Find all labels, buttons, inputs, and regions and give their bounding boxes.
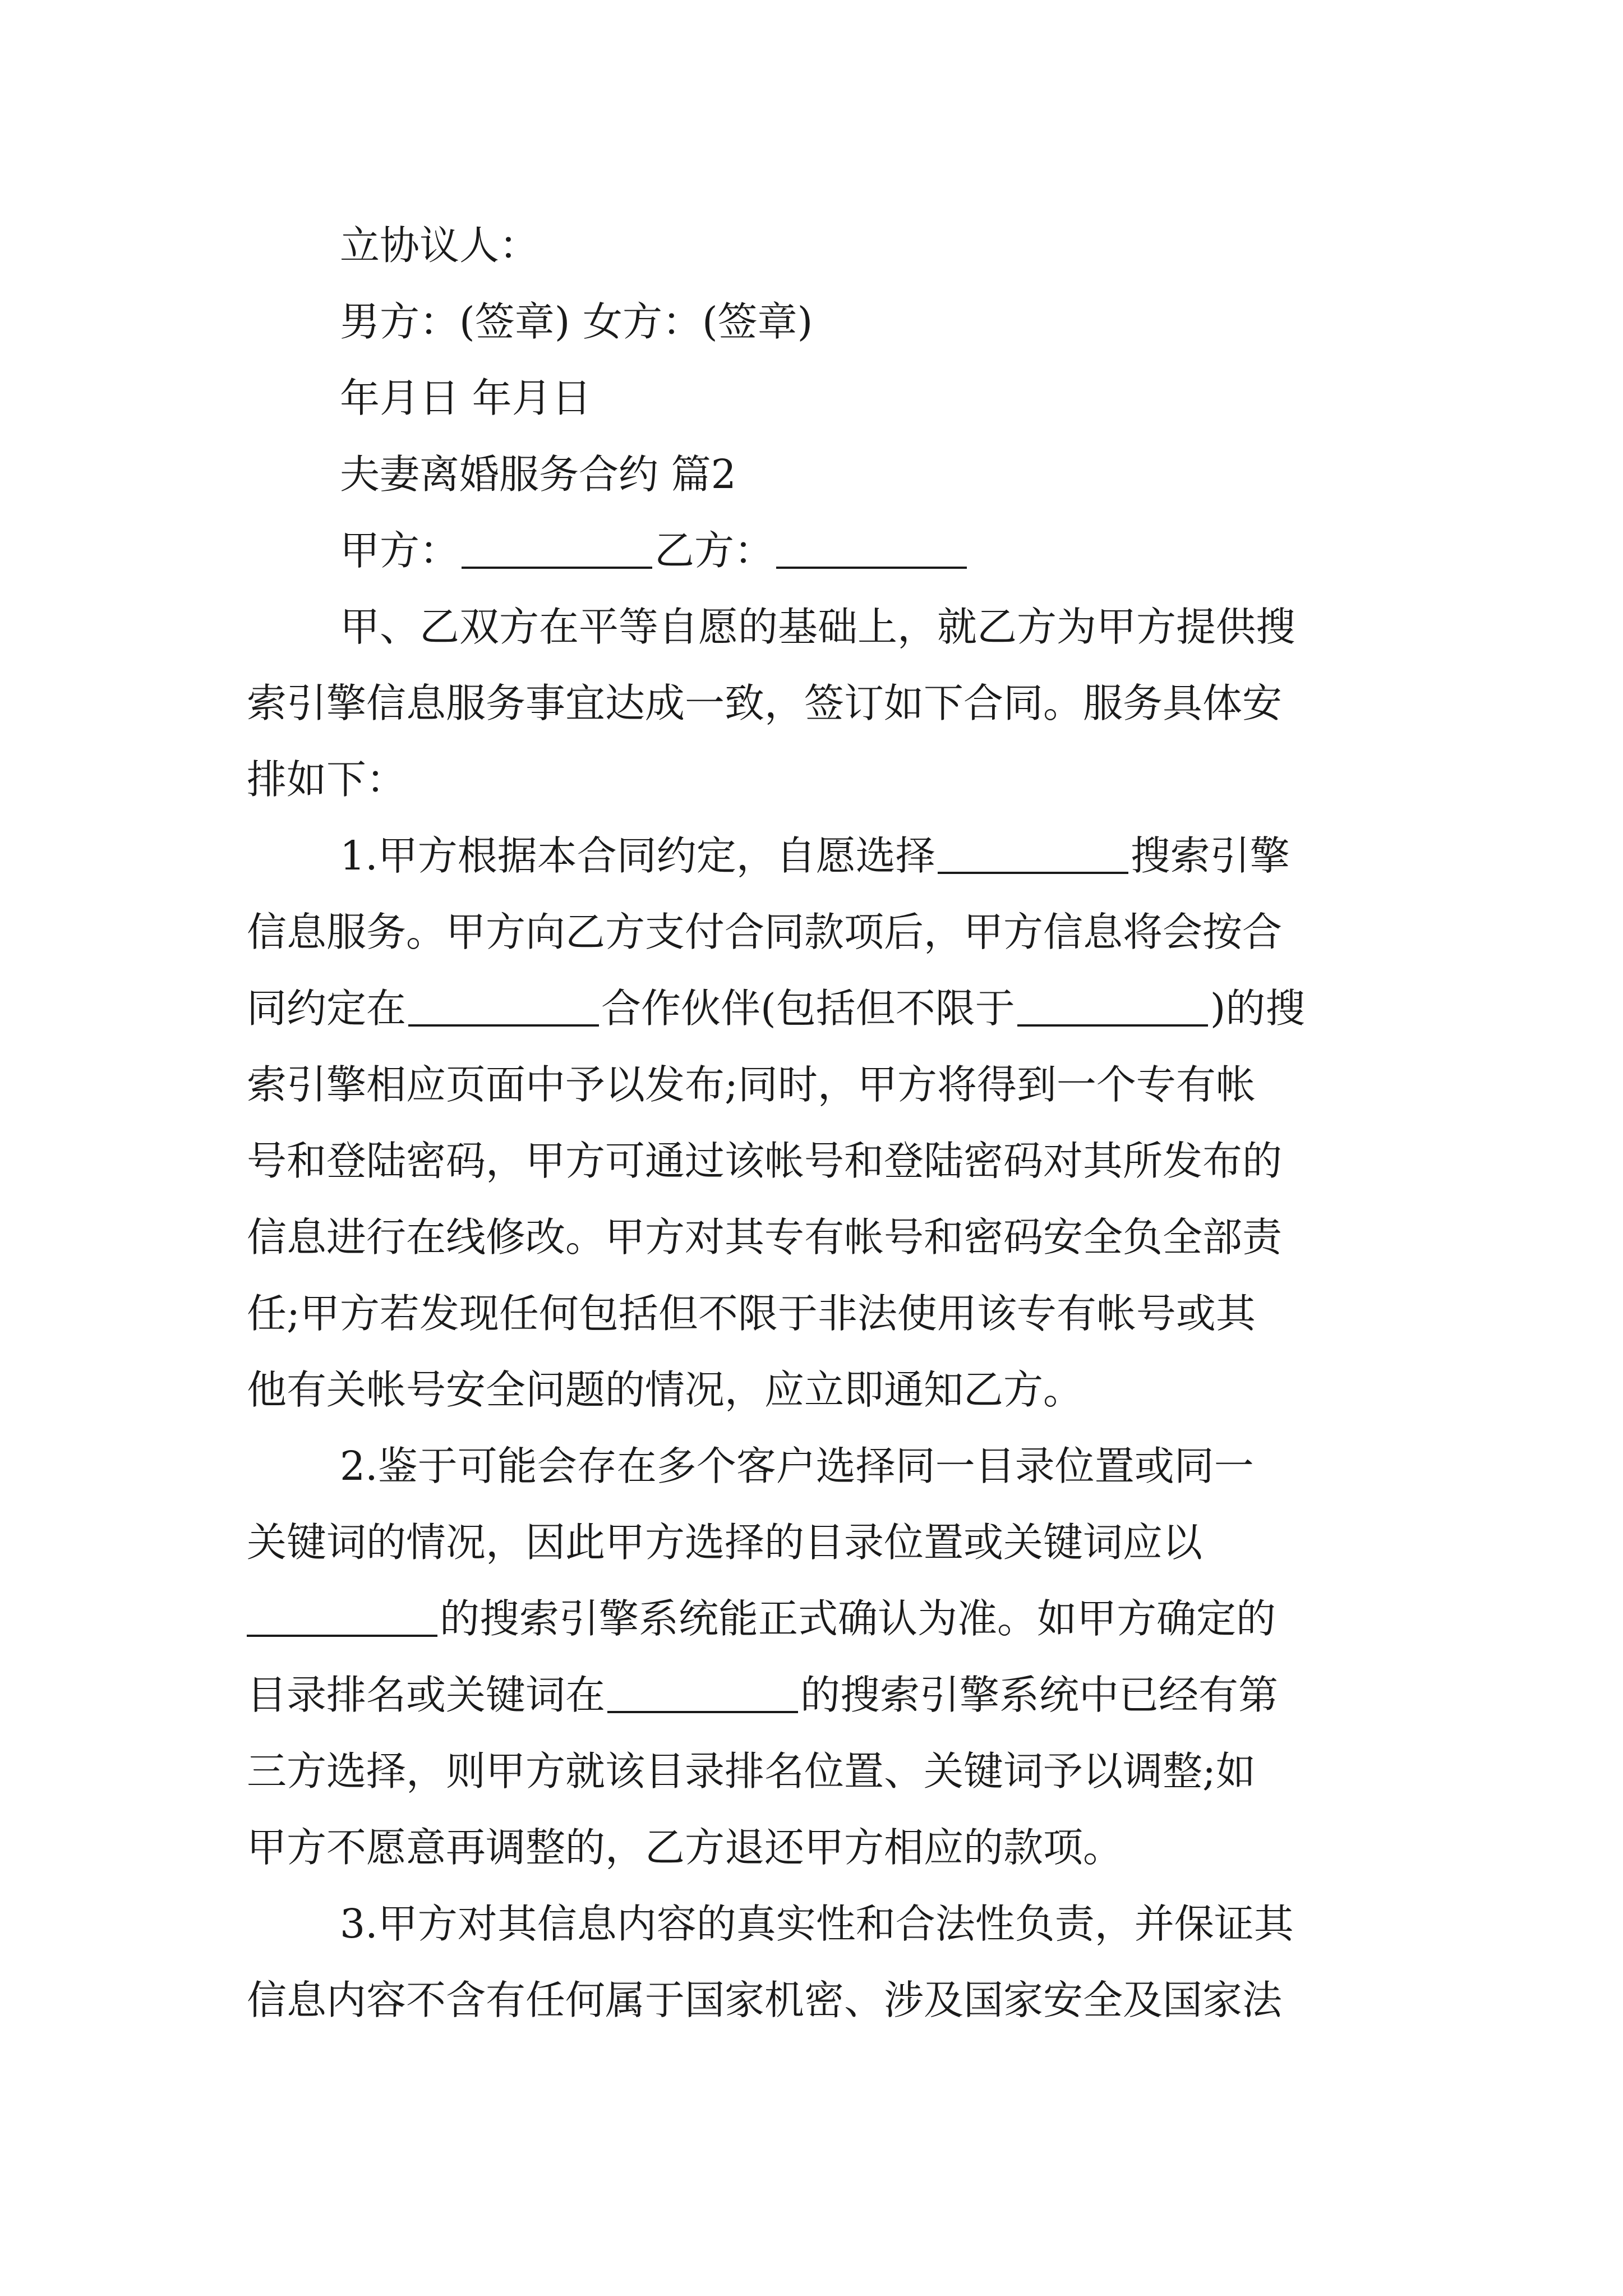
- text-line: 夫妻离婚服务合约 篇2: [340, 451, 736, 498]
- signature-dates: [340, 375, 592, 421]
- blank-underline: [408, 1024, 599, 1027]
- clause-3-line: [247, 1977, 1283, 2023]
- text-line: 2.鉴于可能会存在多个客户选择同一目录位置或同一: [340, 1443, 1254, 1489]
- blank-underline: [247, 1635, 437, 1637]
- text-line: 排如下：: [247, 756, 407, 803]
- intro-paragraph-line: [340, 604, 1296, 650]
- clause-2-line: [247, 1672, 1279, 1718]
- text-line: 合作伙伴(包括但不限于: [601, 985, 1015, 1032]
- blank-underline: [1017, 1024, 1208, 1027]
- clause-3-line: [340, 1901, 1294, 1947]
- signature-parties: [340, 298, 813, 345]
- clause-1-line: [247, 1366, 1083, 1413]
- clause-1-line: [247, 985, 1306, 1032]
- clause-2-line: [247, 1595, 1276, 1642]
- party-b-label: 乙方：: [654, 527, 774, 574]
- intro-paragraph-line: [247, 756, 407, 803]
- text-line: 关键词的情况，因此甲方选择的目录位置或关键词应以: [247, 1519, 1203, 1566]
- text-line: 搜索引擎: [1130, 832, 1290, 879]
- signatory-heading: [340, 222, 540, 269]
- text-line: 1.甲方根据本合同约定，自愿选择: [340, 832, 935, 879]
- text-line: )的搜: [1210, 985, 1306, 1032]
- text-line: 甲方不愿意再调整的，乙方退还甲方相应的款项。: [247, 1824, 1123, 1871]
- text-line: 的搜索引擎系统能正式确认为准。如甲方确定的: [440, 1595, 1276, 1642]
- clause-1-line: [247, 1138, 1283, 1184]
- blank-underline: [607, 1711, 798, 1713]
- section-title: [340, 451, 736, 498]
- clause-1-line: [247, 909, 1283, 955]
- blank-underline: [462, 567, 652, 569]
- text-line: 甲、乙双方在平等自愿的基础上，就乙方为甲方提供搜: [340, 604, 1296, 650]
- text-line: 信息进行在线修改。甲方对其专有帐号和密码安全负全部责: [247, 1214, 1283, 1260]
- text-line: 年月日 年月日: [340, 375, 592, 421]
- clause-2-line: [340, 1443, 1254, 1489]
- clause-1-line: [247, 1061, 1256, 1108]
- intro-paragraph-line: [247, 680, 1283, 726]
- text-line: 的搜索引擎系统中已经有第: [800, 1672, 1279, 1718]
- text-line: 男方：(签章) 女方：(签章): [340, 298, 813, 345]
- clause-2-line: [247, 1824, 1123, 1871]
- text-line: 目录排名或关键词在: [247, 1672, 606, 1718]
- text-line: 他有关帐号安全问题的情况，应立即通知乙方。: [247, 1366, 1083, 1413]
- text-line: 信息服务。甲方向乙方支付合同款项后，甲方信息将会按合: [247, 909, 1283, 955]
- text-line: 号和登陆密码，甲方可通过该帐号和登陆密码对其所发布的: [247, 1138, 1283, 1184]
- blank-underline: [938, 872, 1128, 874]
- text-line: 同约定在: [247, 985, 407, 1032]
- text-line: 信息内容不含有任何属于国家机密、涉及国家安全及国家法: [247, 1977, 1283, 2023]
- clause-1-line: [340, 832, 1290, 879]
- blank-underline: [776, 567, 967, 569]
- text-line: 三方选择，则甲方就该目录排名位置、关键词予以调整;如: [247, 1748, 1256, 1795]
- clause-2-line: [247, 1519, 1203, 1566]
- clause-2-line: [247, 1748, 1256, 1795]
- text-line: 立协议人：: [340, 222, 540, 269]
- text-line: 任;甲方若发现任何包括但不限于非法使用该专有帐号或其: [247, 1290, 1256, 1337]
- text-line: 3.甲方对其信息内容的真实性和合法性负责，并保证其: [340, 1901, 1294, 1947]
- party-a-label: 甲方：: [340, 527, 460, 574]
- clause-1-line: [247, 1214, 1283, 1260]
- text-line: 索引擎信息服务事宜达成一致，签订如下合同。服务具体安: [247, 680, 1283, 726]
- clause-1-line: [247, 1290, 1256, 1337]
- text-line: 索引擎相应页面中予以发布;同时，甲方将得到一个专有帐: [247, 1061, 1256, 1108]
- parties-line: [340, 527, 969, 574]
